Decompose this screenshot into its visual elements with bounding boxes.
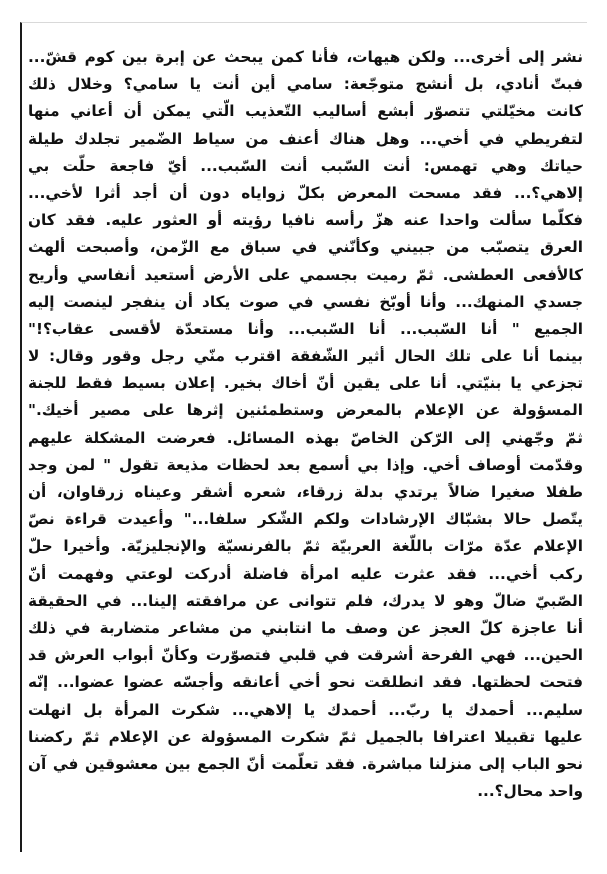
text-line: طفلا صغيرا ضالاً يرتدي بدلة زرقاء، شعره أشقر وعيناه زرقاوان، أن [28,483,583,501]
text-block [28,44,583,804]
text-line: فبتّ أنادي، بل أنشج متوجّعة: سامي أين أنت يا سامي؟ وخلال ذلك [28,75,583,94]
text-line: وقدّمت أوصاف أخي. وإذا بي أسمع بعد لحظات مذيعة تقول " لمن وجد [28,455,583,474]
text-line: إلاهي؟... فقد مسحت المعرض بكلّ زواياه دون أن أجد أثرا لأخي... [28,183,583,202]
text-line: حياتك وهي تهمس: أنت السّبب أنت السّبب... أيّ فاجعة حلّت بي [28,156,583,175]
text-line: كانت مخيّلتي تتصوّر أبشع أساليب التّعذيب الّتي يمكن أن أعاني منها [28,102,583,121]
text-line: الإعلام عدّة مرّات باللّغة العربيّة ثمّ بالفرنسيّة والإنجليزيّة. وأخيرا حلّ [28,537,583,556]
text-line: الحين... فهي الفرحة أشرقت في قلبي فتصوّرت وكأنّ أبواب العرش قد [28,646,583,665]
text-line: فتحت لحظتها. فقد انطلقت نحو أخي أعانقه وأجسّه عضوا عضوا... إنّه [28,673,583,692]
text-line: كالأفعى العطشى. ثمّ رميت بجسمي على الأرض أستعيد أنفاسي وأريح [28,265,583,284]
text-line: نشر إلى أخرى... ولكن هيهات، فأنا كمن يبحث عن إبرة بين كوم قشّ... [28,48,583,66]
text-line: عليها تقبيلا اعترافا بالجميل ثمّ شكرت المسؤولة عن الإعلام ثمّ ركضنا [28,727,583,746]
text-line: سليم... أحمدك يا ربّ... أحمدك يا إلاهي... شكرت المرأة بل انهلت [28,700,583,719]
text-line: ركب أخي... فقد عثرت عليه امرأة فاضلة أدركت لوعتي وفهمت أنّ [28,564,583,583]
text-line: الصّبيّ ضالّ وهو لا يدرك، فلم تتوانى عن مرافقته إلينا... في الحقيقة [28,591,583,610]
text-line: فكلّما سألت واحدا عنه هزّ رأسه نافيا رؤيته أو العثور عليه. فقد كان [28,211,583,230]
text-line: العرق يتصبّب من جبيني وكأنّني في سباق مع الزّمن، وأصبحت ألهث [28,238,583,257]
text-line: ثمّ وجّهني إلى الرّكن الخاصّ بهذه المسائل. فعرضت المشكلة عليهم [28,428,583,447]
text-line: جسدي المنهك... وأنا أوبّخ نفسي في صوت يكاد أن ينفجر لينصت إليه [28,292,583,311]
text-line-last: واحد محال؟... [477,782,583,801]
text-line: نحو الباب إلى منزلنا مباشرة. فقد تعلّمت أنّ الجمع بين معشوقين في آن [28,754,583,773]
text-line: المسؤولة عن الإعلام بالمعرض وستطمئنين إثرها على مصير أخيك." [28,401,583,420]
text-line: تجزعي يا بنيّتي. أنا على يقين أنّ أخاك بخير. إعلان بسيط فقط للجنة [28,374,583,393]
text-line: الجميع " أنا السّبب... أنا السّبب... وأنا مستعدّة لأقسى عقاب؟!" [28,319,583,338]
text-line: لتفريطي في أخي... وهل هناك أعنف من سياط الضّمير تجلدك طيلة [28,129,583,148]
text-line: أنا عاجزة كلّ العجز عن وصف ما انتابني من مشاعر متضاربة في ذلك [28,618,583,637]
text-line: يتّصل حالا بشبّاك الإرشادات ولكم الشّكر سلفا..." وأعيدت قراءة نصّ [28,510,583,529]
text-line: بينما أنا على تلك الحال أثير الشّفقة اقترب منّي رجل وقور وقال: لا [28,347,583,366]
